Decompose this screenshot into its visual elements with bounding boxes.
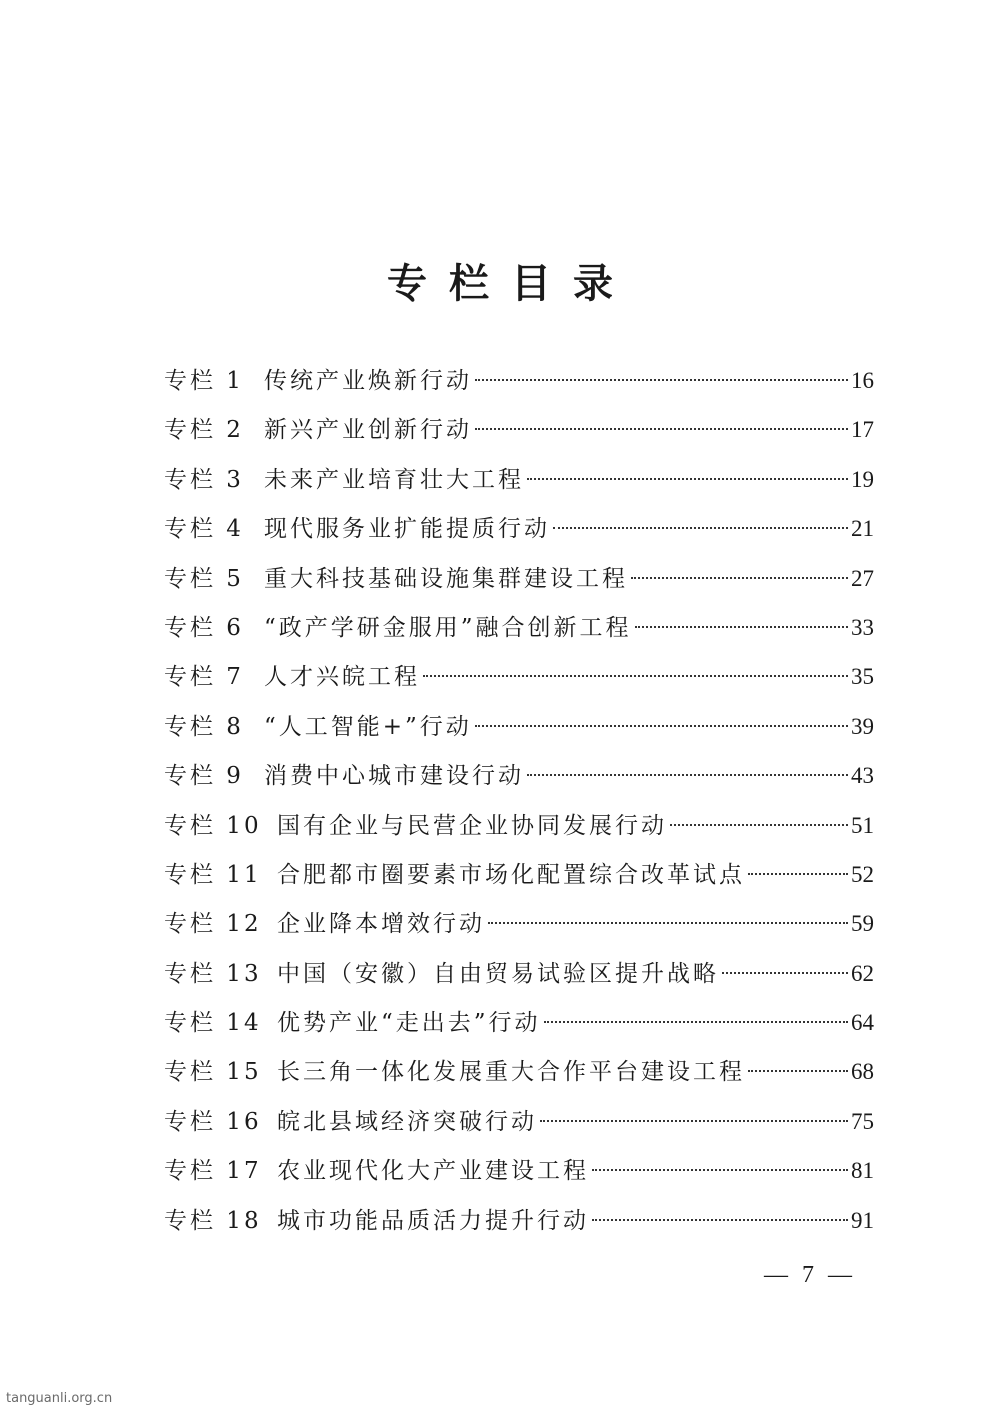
- toc-entry-page: 91: [851, 1207, 874, 1233]
- toc-entry-label: 专栏 12: [164, 911, 262, 938]
- toc-entry-page: 51: [851, 812, 874, 838]
- toc-entry-label: 专栏 2: [164, 417, 244, 444]
- toc-entry-label: 专栏 18: [164, 1207, 262, 1234]
- toc-entry-12[interactable]: [164, 899, 874, 948]
- page-title: 专栏目录: [387, 260, 635, 307]
- toc-entry-label: 专栏 1: [164, 368, 244, 394]
- toc-entry-8[interactable]: [164, 702, 874, 751]
- page-number: — 7 —: [764, 1262, 856, 1288]
- toc-entry-label: 专栏 6: [164, 614, 244, 641]
- toc-leader-dots: [670, 824, 848, 826]
- toc-entry-page: 62: [851, 960, 874, 986]
- toc-entry-2[interactable]: [164, 405, 874, 454]
- toc-leader-dots: [475, 725, 848, 727]
- watermark: tanguanli.org.cn: [6, 1391, 113, 1406]
- toc-leader-dots: [748, 873, 848, 875]
- toc-entry-label: 专栏 8: [164, 713, 244, 740]
- toc-entry-page: 27: [851, 565, 874, 591]
- toc-leader-dots: [722, 972, 848, 974]
- toc-leader-dots: [527, 774, 848, 776]
- toc-entry-label: 专栏 14: [164, 1010, 262, 1037]
- toc-entry-label: 专栏 3: [164, 466, 244, 493]
- toc-entry-title: 中国（安徽）自由贸易试验区提升战略: [277, 960, 719, 987]
- toc-entry-9[interactable]: [164, 751, 874, 800]
- toc-leader-dots: [540, 1120, 848, 1122]
- toc-entry-page: 52: [851, 861, 874, 887]
- toc-entry-page: 81: [851, 1158, 874, 1184]
- toc-leader-dots: [592, 1169, 848, 1171]
- toc-entry-3[interactable]: [164, 455, 874, 504]
- toc-leader-dots: [527, 478, 848, 480]
- toc-entry-label: 专栏 13: [164, 960, 262, 987]
- toc-entry-title: 未来产业培育壮大工程: [264, 466, 524, 493]
- toc-entry-title: “政产学研金服用”融合创新工程: [264, 614, 632, 641]
- toc-entry-15[interactable]: [164, 1047, 874, 1096]
- toc-entry-label: 专栏 10: [164, 812, 262, 839]
- toc-entry-page: 19: [851, 466, 874, 492]
- table-of-contents: [164, 356, 874, 1245]
- toc-entry-title: 优势产业“走出去”行动: [277, 1010, 541, 1037]
- toc-entry-18[interactable]: [164, 1196, 874, 1245]
- toc-entry-page: 21: [851, 516, 874, 542]
- toc-entry-13[interactable]: [164, 949, 874, 998]
- toc-entry-4[interactable]: [164, 504, 874, 553]
- toc-entry-page: 64: [851, 1010, 874, 1036]
- toc-entry-title: 城市功能品质活力提升行动: [277, 1207, 589, 1234]
- toc-entry-title: 现代服务业扩能提质行动: [264, 516, 550, 543]
- toc-entry-title: 长三角一体化发展重大合作平台建设工程: [277, 1059, 745, 1086]
- toc-entry-title: 皖北县域经济突破行动: [277, 1108, 537, 1135]
- toc-entry-title: 企业降本增效行动: [277, 911, 485, 938]
- toc-entry-label: 专栏 17: [164, 1158, 262, 1185]
- toc-leader-dots: [488, 922, 848, 924]
- toc-entry-label: 专栏 5: [164, 565, 244, 592]
- toc-entry-11[interactable]: [164, 850, 874, 899]
- toc-entry-5[interactable]: [164, 554, 874, 603]
- toc-entry-7[interactable]: [164, 652, 874, 701]
- toc-entry-label: 专栏 4: [164, 516, 244, 543]
- toc-entry-page: 68: [851, 1059, 874, 1085]
- toc-entry-page: 33: [851, 614, 874, 640]
- toc-entry-page: 39: [851, 713, 874, 739]
- toc-entry-page: 16: [851, 368, 874, 393]
- toc-leader-dots: [553, 527, 848, 529]
- toc-entry-label: 专栏 16: [164, 1108, 262, 1135]
- toc-entry-16[interactable]: [164, 1097, 874, 1146]
- toc-entry-label: 专栏 9: [164, 763, 244, 790]
- toc-entry-title: 人才兴皖工程: [264, 664, 420, 691]
- toc-entry-1[interactable]: [164, 356, 874, 405]
- toc-entry-page: 59: [851, 911, 874, 937]
- toc-entry-page: 17: [851, 417, 874, 443]
- toc-entry-17[interactable]: [164, 1146, 874, 1195]
- toc-leader-dots: [631, 577, 848, 579]
- toc-entry-title: 传统产业焕新行动: [264, 368, 472, 394]
- toc-leader-dots: [544, 1021, 848, 1023]
- toc-entry-title: “人工智能+”行动: [264, 713, 472, 740]
- toc-leader-dots: [423, 675, 848, 677]
- toc-entry-title: 重大科技基础设施集群建设工程: [264, 565, 628, 592]
- toc-entry-14[interactable]: [164, 998, 874, 1047]
- toc-entry-title: 合肥都市圈要素市场化配置综合改革试点: [277, 861, 745, 888]
- toc-entry-title: 消费中心城市建设行动: [264, 763, 524, 790]
- toc-leader-dots: [592, 1219, 848, 1221]
- toc-entry-page: 43: [851, 763, 874, 789]
- toc-entry-page: 75: [851, 1108, 874, 1134]
- toc-entry-6[interactable]: [164, 603, 874, 652]
- toc-entry-title: 新兴产业创新行动: [264, 417, 472, 444]
- toc-leader-dots: [475, 379, 848, 381]
- toc-entry-title: 农业现代化大产业建设工程: [277, 1158, 589, 1185]
- toc-entry-page: 35: [851, 664, 874, 690]
- toc-leader-dots: [635, 626, 848, 628]
- toc-leader-dots: [475, 428, 848, 430]
- toc-entry-label: 专栏 7: [164, 664, 244, 691]
- toc-entry-10[interactable]: [164, 801, 874, 850]
- toc-entry-label: 专栏 15: [164, 1059, 262, 1086]
- toc-leader-dots: [748, 1070, 848, 1072]
- toc-entry-title: 国有企业与民营企业协同发展行动: [277, 812, 667, 839]
- toc-entry-label: 专栏 11: [164, 861, 262, 888]
